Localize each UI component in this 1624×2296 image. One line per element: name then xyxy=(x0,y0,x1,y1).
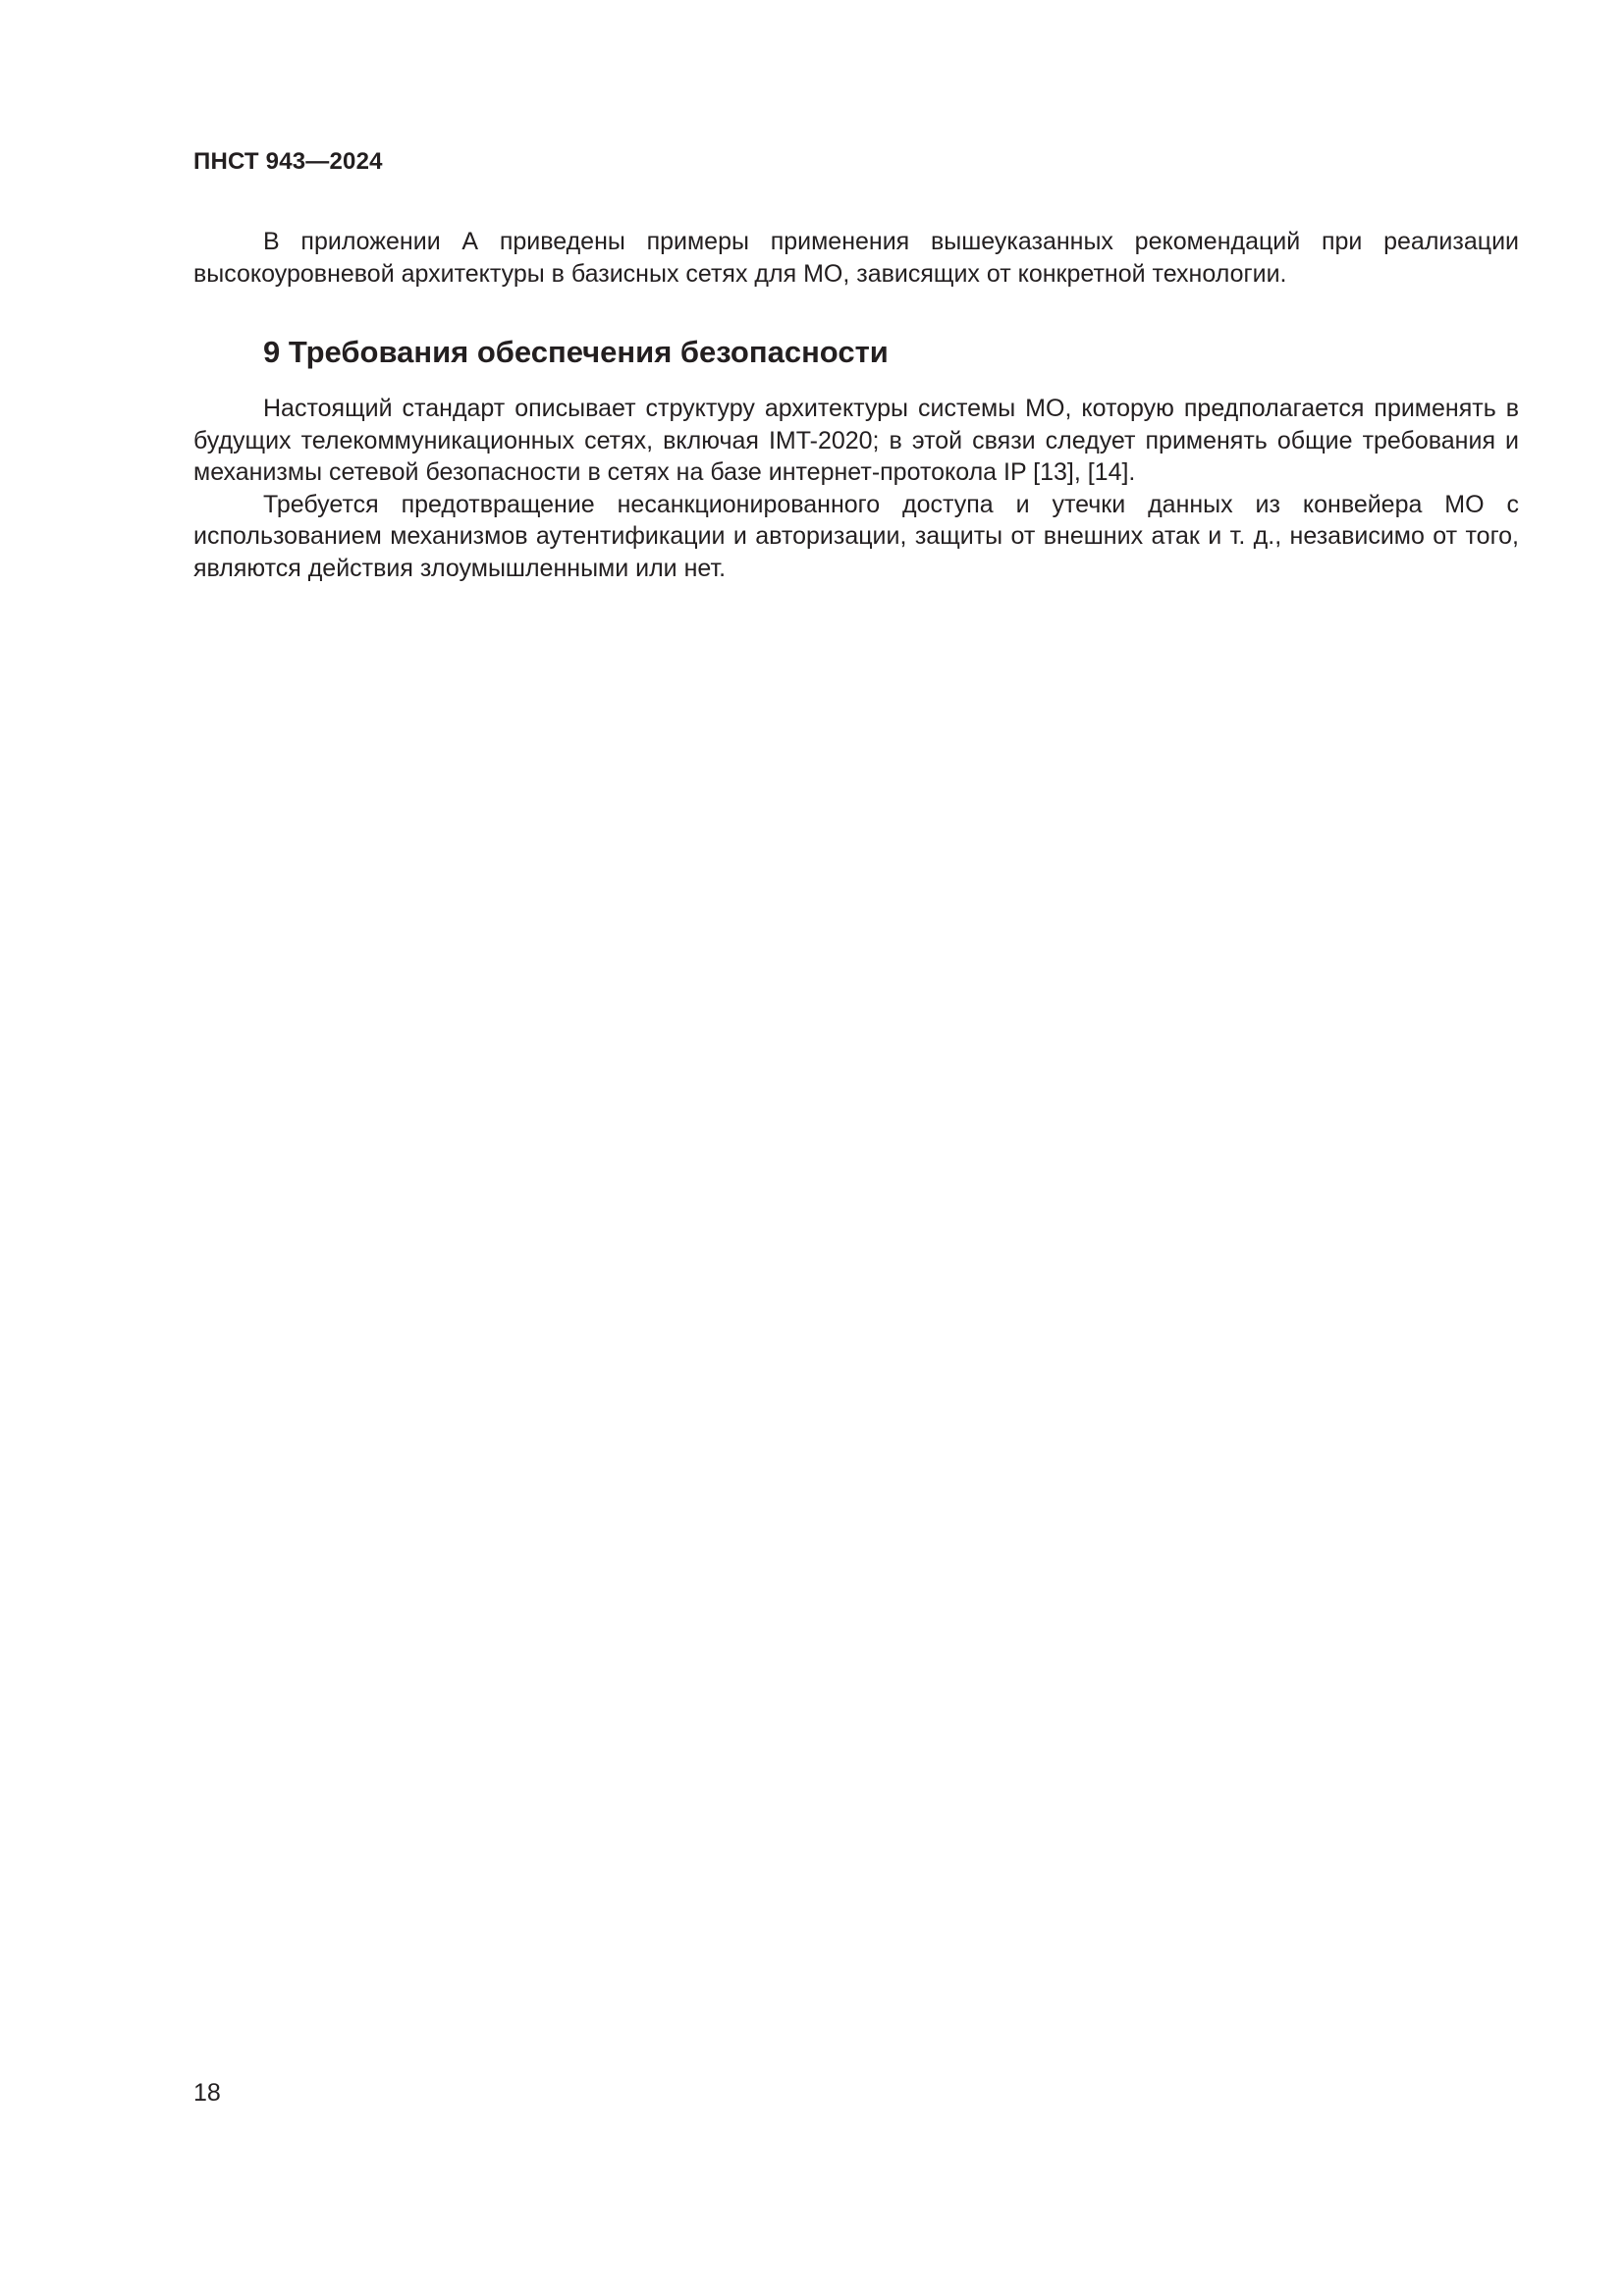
section-paragraph-2: Требуется предотвращение несанкционированного доступа и утечки данных из конвейера МО с использованием механизмов аутентификации и авторизации, защиты от внешних атак и т. д., независимо от того, являются действия злоумышленными или нет. xyxy=(193,490,1519,582)
section-paragraph-1: Настоящий стандарт описывает структуру архитектуры системы МО, которую предполагается применять в будущих телекоммуникационных сетях, включая IMT-2020; в этой связи следует применять общие требования и механизмы сетевой безопасности в сетях на базе интернет-протокола IP [13], [14]. xyxy=(193,395,1519,486)
page-number: 18 xyxy=(193,2079,221,2107)
section-heading: 9 Требования обеспечения безопасности xyxy=(263,335,889,369)
section-body xyxy=(193,393,1519,584)
document-code: ПНСТ 943—2024 xyxy=(193,148,383,175)
intro-block xyxy=(193,226,1519,290)
intro-paragraph: В приложении А приведены примеры применения вышеуказанных рекомендаций при реализации высокоуровневой архитектуры в базисных сетях для МО, зависящих от конкретной технологии. xyxy=(193,228,1519,288)
